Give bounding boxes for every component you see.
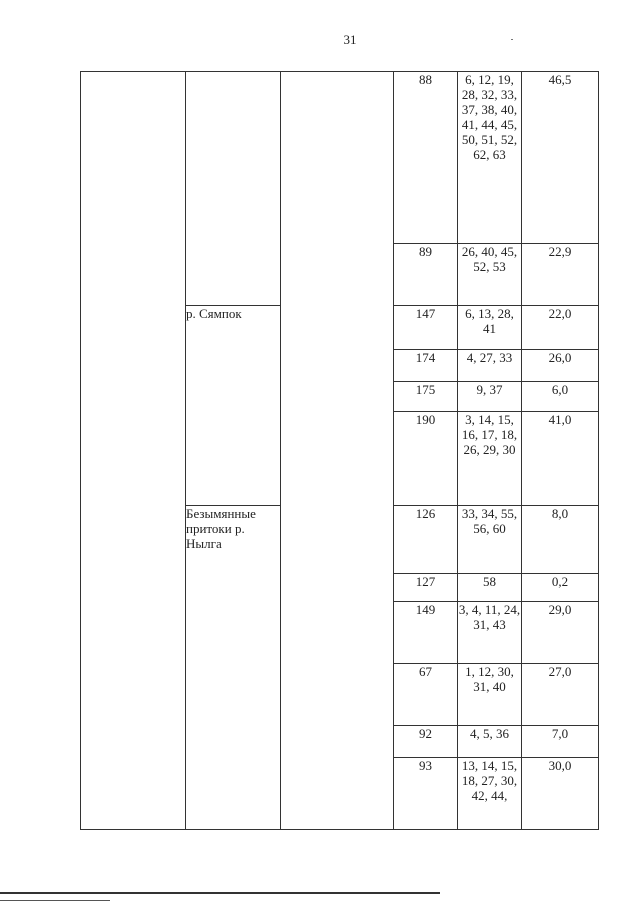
quarter-numbers: 3, 14, 15, 16, 17, 18, 26, 29, 30 [458, 412, 522, 506]
area-value: 8,0 [522, 506, 599, 574]
subdivision-number: 93 [394, 758, 458, 830]
quarter-numbers: 13, 14, 15, 18, 27, 30, 42, 44, [458, 758, 522, 830]
footer-rule [0, 892, 440, 894]
area-value: 22,9 [522, 244, 599, 306]
subdivision-number: 88 [394, 72, 458, 244]
table-row [81, 72, 599, 244]
quarter-numbers: 58 [458, 574, 522, 602]
subdivision-number: 67 [394, 664, 458, 726]
area-value: 7,0 [522, 726, 599, 758]
quarter-numbers: 26, 40, 45, 52, 53 [458, 244, 522, 306]
page-number: 31 [343, 32, 357, 47]
subdivision-number: 127 [394, 574, 458, 602]
area-value: 27,0 [522, 664, 599, 726]
quarter-numbers: 6, 12, 19, 28, 32, 33, 37, 38, 40, 41, 44, 45, 50, 51, 52, 62, 63 [458, 72, 522, 244]
river-cell: р. Сямпок [186, 306, 281, 506]
empty-cell-col3 [281, 72, 394, 830]
quarter-numbers: 9, 37 [458, 382, 522, 412]
area-value: 26,0 [522, 350, 599, 382]
scan-speck [511, 39, 513, 40]
footer-rule-thin [0, 900, 110, 901]
quarter-numbers: 3, 4, 11, 24, 31, 43 [458, 602, 522, 664]
subdivision-number: 174 [394, 350, 458, 382]
quarter-numbers: 33, 34, 55, 56, 60 [458, 506, 522, 574]
quarter-numbers: 4, 5, 36 [458, 726, 522, 758]
subdivision-number: 147 [394, 306, 458, 350]
quarter-numbers: 1, 12, 30, 31, 40 [458, 664, 522, 726]
river-cell [186, 72, 281, 306]
area-value: 29,0 [522, 602, 599, 664]
area-value: 30,0 [522, 758, 599, 830]
area-value: 6,0 [522, 382, 599, 412]
area-value: 46,5 [522, 72, 599, 244]
subdivision-number: 190 [394, 412, 458, 506]
empty-cell-col1 [81, 72, 186, 830]
forest-quarters-table [80, 71, 599, 830]
subdivision-number: 149 [394, 602, 458, 664]
river-cell: Безымянные притоки р. Нылга [186, 506, 281, 830]
area-value: 0,2 [522, 574, 599, 602]
subdivision-number: 89 [394, 244, 458, 306]
subdivision-number: 92 [394, 726, 458, 758]
quarter-numbers: 6, 13, 28, 41 [458, 306, 522, 350]
area-value: 22,0 [522, 306, 599, 350]
subdivision-number: 126 [394, 506, 458, 574]
subdivision-number: 175 [394, 382, 458, 412]
area-value: 41,0 [522, 412, 599, 506]
quarter-numbers: 4, 27, 33 [458, 350, 522, 382]
